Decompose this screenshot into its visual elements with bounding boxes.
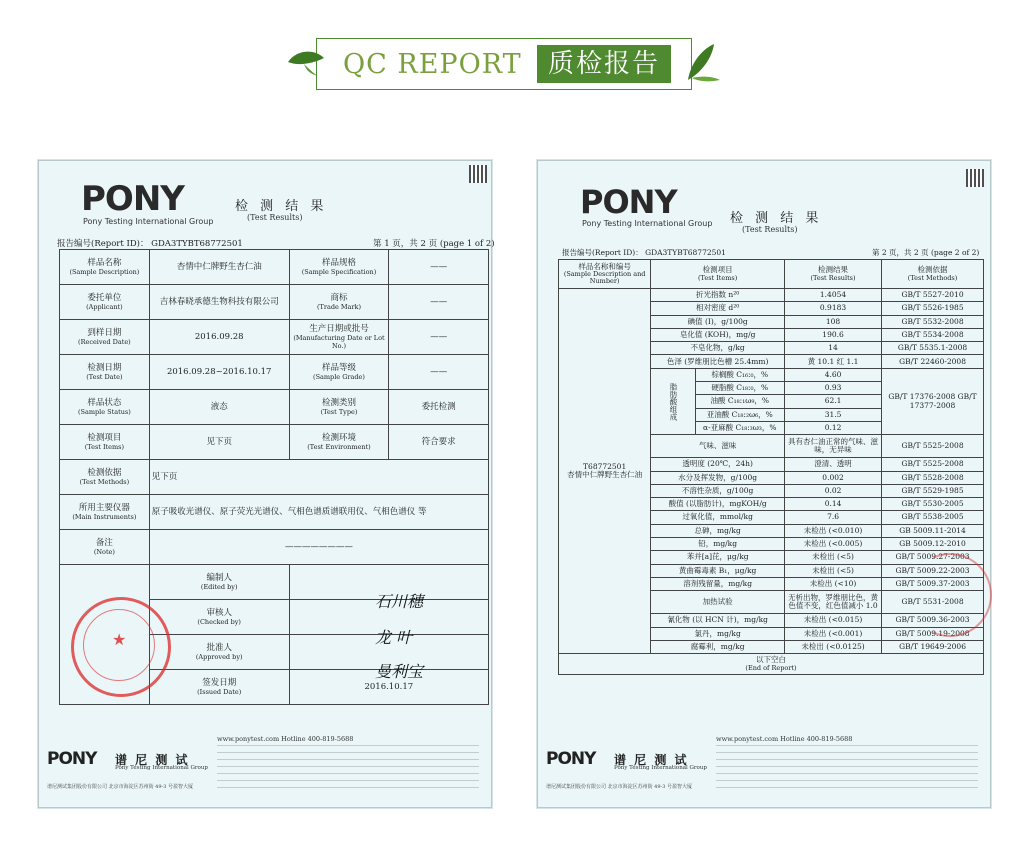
- test-method: GB/T 5528-2008: [882, 471, 984, 484]
- test-item: 油酸 C₁₈:₁ω₉，%: [695, 395, 784, 408]
- field-label: 委托单位 (Applicant): [60, 285, 150, 320]
- test-method: GB/T 5526-1985: [882, 302, 984, 315]
- test-result: 0.002: [785, 471, 882, 484]
- signature-checked: 龙 叶: [375, 628, 413, 647]
- page-footer: [39, 729, 491, 807]
- test-result: 未检出 (<10): [785, 577, 882, 590]
- test-method: GB/T 5009.36-2003: [882, 614, 984, 627]
- note-label: 备注 (Note): [60, 530, 150, 565]
- test-method: GB/T 5529-1985: [882, 484, 984, 497]
- field-value: 杏情中仁牌野生杏仁油: [149, 250, 289, 285]
- test-method: GB/T 5535.1-2008: [882, 342, 984, 355]
- test-item: 气味、滋味: [651, 435, 785, 458]
- signature-edited: 石川穗: [375, 592, 424, 611]
- test-item: 硬脂酸 C₁₈:₀，%: [695, 382, 784, 395]
- test-item: 色泽 (罗维朋比色槽 25.4mm): [651, 355, 785, 368]
- test-item: 酸值 (以脂肪计)，mgKOH/g: [651, 498, 785, 511]
- test-result: 62.1: [785, 395, 882, 408]
- issued-date-value: 2016.10.17: [289, 670, 488, 705]
- field-label: 到样日期 (Received Date): [60, 320, 150, 355]
- test-item: 相对密度 d²⁰: [651, 302, 785, 315]
- qr-code-icon: [469, 165, 487, 183]
- footer-address: 谱尼测试集团股份有限公司 北京市海淀区苏州街 49-3 号盈智大厦: [47, 784, 194, 790]
- report-id: 报告编号(Report ID)： GDA3TYBT68772501: [562, 248, 726, 257]
- info-row: [60, 320, 489, 355]
- left-leaf-icon: [286, 44, 326, 78]
- field-value: 液态: [149, 390, 289, 425]
- test-method: GB/T 17376-2008 GB/T 17377-2008: [882, 368, 984, 434]
- test-result: 澄清、透明: [785, 458, 882, 471]
- footer-company-cn: 谱 尼 测 试: [614, 753, 689, 767]
- test-result: 4.60: [785, 368, 882, 381]
- banner-english-title: QC REPORT: [343, 49, 522, 80]
- field-label: 生产日期或批号 (Manufacturing Date or Lot No.): [289, 320, 389, 355]
- test-result: 未检出 (<0.005): [785, 538, 882, 551]
- banner-chinese-title: 质检报告: [537, 45, 671, 83]
- header-test-methods: 检测依据 (Test Methods): [882, 260, 984, 289]
- field-value: 见下页: [149, 425, 289, 460]
- info-row: [60, 425, 489, 460]
- test-result: 7.6: [785, 511, 882, 524]
- pony-logo-subtitle: Pony Testing International Group: [582, 219, 713, 228]
- test-result: 未检出 (<0.001): [785, 627, 882, 640]
- field-label: 样品状态 (Sample Status): [60, 390, 150, 425]
- field-label: 检测类别 (Test Type): [289, 390, 389, 425]
- test-result: 0.12: [785, 421, 882, 434]
- pony-logo-subtitle: Pony Testing International Group: [83, 217, 214, 226]
- test-item: 亚油酸 C₁₈:₂ω₆，%: [695, 408, 784, 421]
- test-item: 总砷，mg/kg: [651, 524, 785, 537]
- footer-branch-list: [716, 745, 978, 789]
- page-number: 第 1 页，共 2 页 (page 1 of 2): [373, 239, 495, 249]
- test-method: GB 5009.12-2010: [882, 538, 984, 551]
- field-label: 样品等级 (Sample Grade): [289, 355, 389, 390]
- field-value: ——: [389, 285, 489, 320]
- test-result: 14: [785, 342, 882, 355]
- instruments-label: 所用主要仪器 (Main Instruments): [60, 495, 150, 530]
- footer-web-hotline: www.ponytest.com Hotline 400-819-5688: [716, 735, 853, 743]
- header-test-results: 检测结果 (Test Results): [785, 260, 882, 289]
- report-id: 报告编号(Report ID)： GDA3TYBT68772501: [57, 239, 243, 249]
- pony-logo: PONY: [580, 183, 677, 221]
- test-item: 透明度 (20℃，24h): [651, 458, 785, 471]
- test-item: 铅，mg/kg: [651, 538, 785, 551]
- field-value: ——: [389, 355, 489, 390]
- note-value: ————————: [149, 530, 488, 565]
- sample-name-cell: T68772501 杏情中仁牌野生杏仁油: [559, 289, 651, 654]
- test-result: 未检出 (<0.0125): [785, 640, 882, 653]
- test-method: GB/T 5009.22-2003: [882, 564, 984, 577]
- info-row: [60, 355, 489, 390]
- footer-address: 谱尼测试集团股份有限公司 北京市海淀区苏州街 49-3 号盈智大厦: [546, 784, 693, 790]
- test-method: GB/T 5534-2008: [882, 328, 984, 341]
- result-row: [559, 289, 984, 302]
- test-item: 黄曲霉毒素 B₁，μg/kg: [651, 564, 785, 577]
- test-item: 折光指数 n²⁰: [651, 289, 785, 302]
- field-value: 委托检测: [389, 390, 489, 425]
- test-item: 水分及挥发物，g/100g: [651, 471, 785, 484]
- test-item: 过氧化值，mmol/kg: [651, 511, 785, 524]
- approved-by-label: 批准人 (Approved by): [149, 635, 289, 670]
- footer-web-hotline: www.ponytest.com Hotline 400-819-5688: [217, 735, 354, 743]
- test-method: GB/T 5532-2008: [882, 315, 984, 328]
- test-result: 未检出 (<5): [785, 564, 882, 577]
- field-value: 2016.09.28~2016.10.17: [149, 355, 289, 390]
- test-item: 棕榈酸 C₁₆:₀，%: [695, 368, 784, 381]
- field-value: 符合要求: [389, 425, 489, 460]
- field-value: ——: [389, 250, 489, 285]
- test-result: 黄 10.1 红 1.1: [785, 355, 882, 368]
- fatty-acid-group-label: 脂肪酸组成: [651, 368, 695, 434]
- header-test-items: 检测项目 (Test Items): [651, 260, 785, 289]
- test-report-page-2: [537, 160, 991, 808]
- test-result: 0.14: [785, 498, 882, 511]
- right-leaf-icon: [684, 40, 724, 84]
- page-title: 检 测 结 果: [730, 211, 823, 226]
- page-title: 检 测 结 果: [235, 199, 328, 214]
- test-item: 氰化物 (以 HCN 计)，mg/kg: [651, 614, 785, 627]
- info-row: [60, 250, 489, 285]
- test-result: 无析出物，罗维朋比色，黄色值不变，红色值减小 1.0: [785, 591, 882, 614]
- footer-company-en: Pony Testing International Group: [115, 765, 208, 771]
- page-footer: [538, 729, 990, 807]
- test-method: GB/T 5525-2008: [882, 458, 984, 471]
- header-sample: 样品名称和编号 (Sample Description and Number): [559, 260, 651, 289]
- test-item: 氯丹，mg/kg: [651, 627, 785, 640]
- test-method: GB/T 5527-2010: [882, 289, 984, 302]
- test-method: GB 5009.11-2014: [882, 524, 984, 537]
- test-method: GB/T 5538-2005: [882, 511, 984, 524]
- test-item: 加热试验: [651, 591, 785, 614]
- signature-approved: 曼利宝: [375, 662, 424, 681]
- checked-by-label: 审核人 (Checked by): [149, 600, 289, 635]
- qr-code-icon: [966, 169, 984, 187]
- page-title-en: (Test Results): [247, 213, 303, 222]
- test-method: GB/T 5531-2008: [882, 591, 984, 614]
- test-item: α-亚麻酸 C₁₈:₃ω₃，%: [695, 421, 784, 434]
- test-result: 31.5: [785, 408, 882, 421]
- test-method: GB/T 22460-2008: [882, 355, 984, 368]
- field-value: 2016.09.28: [149, 320, 289, 355]
- pony-logo: PONY: [81, 179, 184, 219]
- field-label: 商标 (Trade Mark): [289, 285, 389, 320]
- test-result: 0.93: [785, 382, 882, 395]
- test-result: 1.4054: [785, 289, 882, 302]
- instruments-value: 原子吸收光谱仪、原子荧光光谱仪、气相色谱质谱联用仪、气相色谱仪 等: [149, 495, 488, 530]
- test-item: 苯并[a]芘，μg/kg: [651, 551, 785, 564]
- test-item: 皂化值 (KOH)，mg/g: [651, 328, 785, 341]
- test-result: 未检出 (<0.010): [785, 524, 882, 537]
- footer-logo: PONY: [47, 749, 97, 769]
- field-value: ——: [389, 320, 489, 355]
- field-value: 吉林春晓承德生物科技有限公司: [149, 285, 289, 320]
- page-number: 第 2 页，共 2 页 (page 2 of 2): [872, 248, 980, 257]
- test-item: 溶剂残留量，mg/kg: [651, 577, 785, 590]
- field-label: 检测项目 (Test Items): [60, 425, 150, 460]
- official-stamp: [71, 597, 171, 697]
- test-method: GB/T 5009.19-2008: [882, 627, 984, 640]
- test-item: 不皂化物，g/kg: [651, 342, 785, 355]
- field-label: 检测日期 (Test Date): [60, 355, 150, 390]
- test-method: GB/T 19649-2006: [882, 640, 984, 653]
- footer-company-en: Pony Testing International Group: [614, 765, 707, 771]
- test-item: 碘值 (I)，g/100g: [651, 315, 785, 328]
- edited-by-label: 编制人 (Edited by): [149, 565, 289, 600]
- methods-label: 检测依据 (Test Methods): [60, 460, 150, 495]
- issued-date-label: 签发日期 (Issued Date): [149, 670, 289, 705]
- footer-branch-list: [217, 745, 479, 789]
- test-results-table: [558, 259, 984, 675]
- test-method: GB/T 5525-2008: [882, 435, 984, 458]
- info-row: [60, 390, 489, 425]
- test-result: 0.9183: [785, 302, 882, 315]
- test-item: 腐霉利，mg/kg: [651, 640, 785, 653]
- test-report-page-1: [38, 160, 495, 808]
- test-result: 190.6: [785, 328, 882, 341]
- test-result: 0.02: [785, 484, 882, 497]
- footer-logo: PONY: [546, 749, 596, 769]
- test-item: 不溶性杂质，g/100g: [651, 484, 785, 497]
- footer-company-cn: 谱 尼 测 试: [115, 753, 190, 767]
- test-method: GB/T 5009.27-2003: [882, 551, 984, 564]
- field-label: 样品名称 (Sample Description): [60, 250, 150, 285]
- qc-report-banner: [316, 38, 692, 90]
- end-of-report: 以下空白 (End of Report): [559, 654, 984, 675]
- test-result: 未检出 (<0.015): [785, 614, 882, 627]
- test-method: GB/T 5530-2005: [882, 498, 984, 511]
- field-label: 样品规格 (Sample Specification): [289, 250, 389, 285]
- stamp-star-icon: ★: [112, 630, 127, 649]
- test-method: GB/T 5009.37-2003: [882, 577, 984, 590]
- test-result: 未检出 (<5): [785, 551, 882, 564]
- field-label: 检测环境 (Test Environment): [289, 425, 389, 460]
- methods-value: 见下页: [149, 460, 488, 495]
- page-title-en: (Test Results): [742, 225, 798, 234]
- test-result: 108: [785, 315, 882, 328]
- test-result: 具有杏仁油正常的气味、滋味，无异味: [785, 435, 882, 458]
- info-row: [60, 285, 489, 320]
